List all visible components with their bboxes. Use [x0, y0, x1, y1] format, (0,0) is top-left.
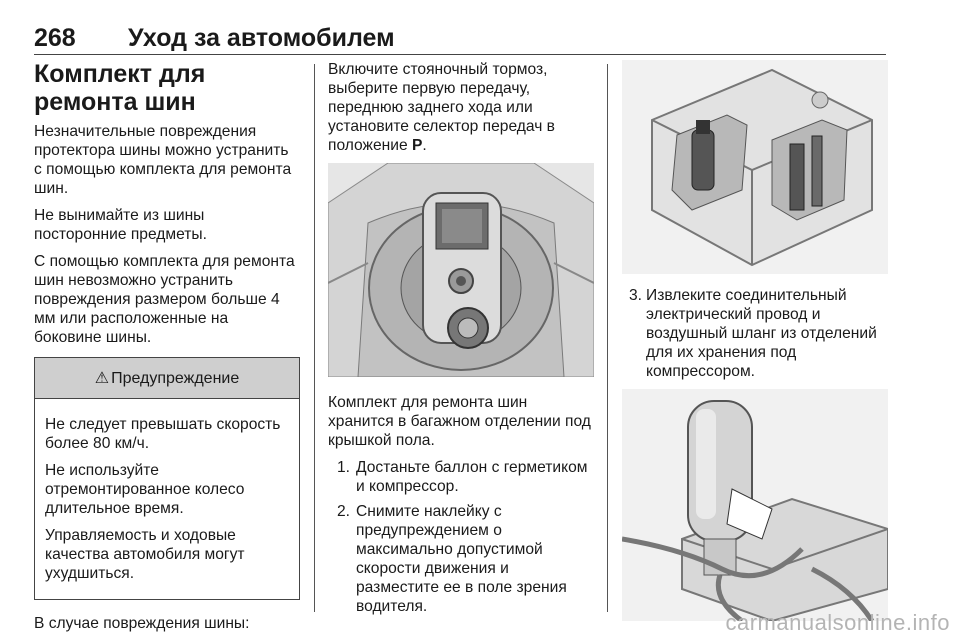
compressor-storage-illustration [622, 60, 888, 274]
warning-box [34, 357, 300, 600]
column-left [34, 60, 300, 641]
step-text: Извлеките соединительный электрический провод и воздушный шланг из отделений для их хранения под компрессором. [646, 287, 877, 380]
steps-list-middle [328, 458, 594, 616]
step-2 [328, 502, 594, 616]
page-number: 268 [34, 24, 76, 52]
intro-paragraph [328, 60, 594, 155]
warning-body [35, 399, 299, 599]
step-text: Достаньте баллон с герметиком и компрессор. [356, 459, 588, 495]
damage-intro: В случае повреждения шины: [34, 615, 250, 632]
step-1 [328, 458, 594, 496]
step-number: 3. [628, 287, 642, 304]
compressor-with-sealant-illustration [622, 389, 888, 621]
gear-position: P [411, 137, 423, 154]
warning-text-3: Управляемость и ходовые качества автомобиля могут ухудшиться. [45, 527, 245, 582]
trunk-floor-illustration [328, 163, 594, 377]
intro-end: . [422, 137, 427, 154]
steps-list-right [622, 286, 888, 381]
column-divider-1 [314, 64, 315, 612]
page-header [34, 14, 886, 55]
step-3 [622, 286, 888, 381]
paragraph-3: С помощью комплекта для ремонта шин невозможно устранить повреждения размером больше 4 мм или расположенные на боковине шины. [34, 253, 295, 346]
paragraph-2: Не вынимайте из шины посторонние предметы. [34, 207, 207, 243]
warning-text-1: Не следует превышать скорость более 80 км/ч. [45, 416, 281, 452]
warning-text-2: Не используйте отремонтированное колесо длительное время. [45, 462, 245, 517]
section-title: Комплект для ремонта шин [34, 60, 206, 116]
watermark: carmanualsonline.info [725, 610, 950, 635]
step-number: 2. [336, 503, 350, 520]
warning-triangle-icon: ⚠ [94, 369, 110, 387]
paragraph-1: Незначительные повреждения протектора шины можно устранить с помощью комплекта для ремонта шин. [34, 123, 292, 197]
step-number: 1. [336, 459, 350, 476]
warning-title: Предупреждение [111, 369, 240, 387]
step-text: Снимите наклейку с предупреждением о максимально допустимой скорости движения и разместите ее в поле зрения водителя. [356, 503, 567, 615]
column-middle [328, 60, 594, 616]
column-right [622, 60, 888, 621]
figure-caption: Комплект для ремонта шин хранится в багажном отделении под крышкой пола. [328, 394, 591, 449]
intro-text: Включите стояночный тормоз, выберите первую передачу, переднюю заднего хода или установите селектор передач в положение [328, 61, 555, 154]
warning-header [35, 358, 299, 399]
column-divider-2 [607, 64, 608, 612]
chapter-title: Уход за автомобилем [128, 24, 395, 52]
